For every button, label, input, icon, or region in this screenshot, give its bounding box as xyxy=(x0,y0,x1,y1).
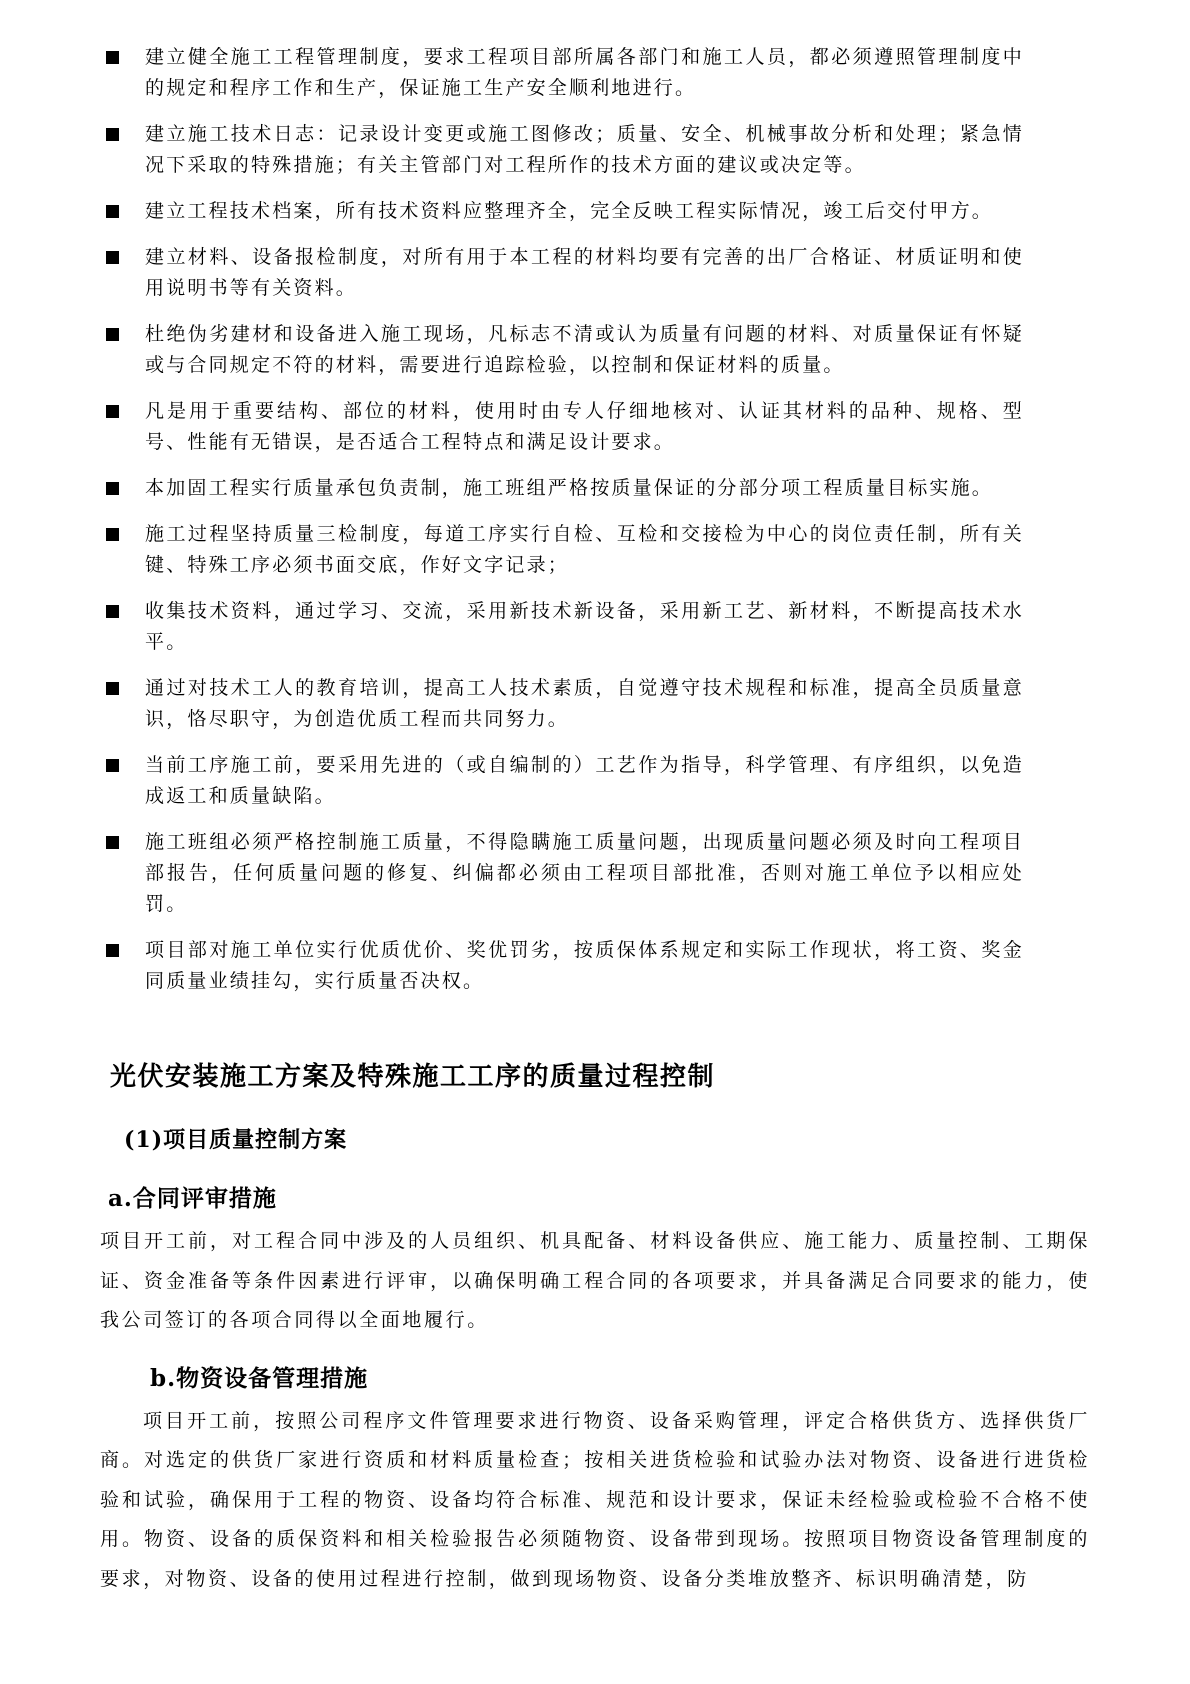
list-item xyxy=(100,196,1024,227)
bullet-text: 建立施工技术日志：记录设计变更或施工图修改；质量、安全、机械事故分析和处理；紧急情况下采取的特殊措施；有关主管部门对工程所作的技术方面的建议或决定等。 xyxy=(145,123,1024,176)
list-item xyxy=(100,119,1024,181)
bullet-text: 项目部对施工单位实行优质优价、奖优罚劣，按质保体系规定和实际工作现状，将工资、奖金同质量业绩挂勾，实行质量否决权。 xyxy=(145,939,1024,992)
bullet-square-icon xyxy=(106,528,119,541)
list-item xyxy=(100,750,1024,812)
bullet-list xyxy=(100,42,1024,997)
list-item xyxy=(100,596,1024,658)
list-item xyxy=(100,396,1024,458)
bullet-text: 本加固工程实行质量承包负责制，施工班组严格按质量保证的分部分项工程质量目标实施。 xyxy=(145,477,994,499)
bullet-text: 施工过程坚持质量三检制度，每道工序实行自检、互检和交接检为中心的岗位责任制，所有关键、特殊工序必须书面交底，作好文字记录； xyxy=(145,523,1024,576)
bullet-text: 收集技术资料，通过学习、交流，采用新技术新设备，采用新工艺、新材料，不断提高技术水平。 xyxy=(145,600,1024,653)
bullet-square-icon xyxy=(106,605,119,618)
bullet-text: 建立材料、设备报检制度，对所有用于本工程的材料均要有完善的出厂合格证、材质证明和使用说明书等有关资料。 xyxy=(145,246,1024,299)
list-item xyxy=(100,827,1024,920)
bullet-square-icon xyxy=(106,251,119,264)
bullet-text: 凡是用于重要结构、部位的材料，使用时由专人仔细地核对、认证其材料的品种、规格、型号、性能有无错误，是否适合工程特点和满足设计要求。 xyxy=(145,400,1024,453)
bullet-square-icon xyxy=(106,682,119,695)
bullet-square-icon xyxy=(106,51,119,64)
list-item xyxy=(100,935,1024,997)
section-title: 光伏安装施工方案及特殊施工工序的质量过程控制 xyxy=(110,1062,716,1092)
bullet-text: 建立健全施工工程管理制度，要求工程项目部所属各部门和施工人员，都必须遵照管理制度中的规定和程序工作和生产，保证施工生产安全顺利地进行。 xyxy=(145,46,1024,99)
bullet-text: 杜绝伪劣建材和设备进入施工现场，凡标志不清或认为质量有问题的材料、对质量保证有怀疑或与合同规定不符的材料，需要进行追踪检验，以控制和保证材料的质量。 xyxy=(145,323,1024,376)
bullet-square-icon xyxy=(106,482,119,495)
bullet-square-icon xyxy=(106,128,119,141)
bullet-text: 当前工序施工前，要采用先进的（或自编制的）工艺作为指导，科学管理、有序组织，以免造成返工和质量缺陷。 xyxy=(145,754,1024,807)
bullet-square-icon xyxy=(106,944,119,957)
bullet-square-icon xyxy=(106,405,119,418)
subsection-title: (1)项目质量控制方案 xyxy=(124,1127,348,1153)
list-item xyxy=(100,42,1024,104)
bullet-text: 施工班组必须严格控制施工质量，不得隐瞒施工质量问题，出现质量问题必须及时向工程项目部报告，任何质量问题的修复、纠偏都必须由工程项目部批准，否则对施工单位予以相应处罚。 xyxy=(145,831,1024,915)
bullet-square-icon xyxy=(106,759,119,772)
list-item xyxy=(100,673,1024,735)
paragraph-material-equipment: 项目开工前，按照公司程序文件管理要求进行物资、设备采购管理，评定合格供货方、选择供货厂商。对选定的供货厂家进行资质和材料质量检查；按相关进货检验和试验办法对物资、设备进行进货检验和试验，确保用于工程的物资、设备均符合标准、规范和设计要求，保证未经检验或检验不合格不使用。物资、设备的质保资料和相关检验报告必须随物资、设备带到现场。按照项目物资设备管理制度的要求，对物资、设备的使用过程进行控制，做到现场物资、设备分类堆放整齐、标识明确清楚，防 xyxy=(100,1409,1090,1590)
paragraph-contract-review: 项目开工前，对工程合同中涉及的人员组织、机具配备、材料设备供应、施工能力、质量控制、工期保证、资金准备等条件因素进行评审，以确保明确工程合同的各项要求，并具备满足合同要求的能力，使我公司签订的各项合同得以全面地履行。 xyxy=(100,1230,1090,1331)
bullet-text: 通过对技术工人的教育培训，提高工人技术素质，自觉遵守技术规程和标准，提高全员质量意识，恪尽职守，为创造优质工程而共同努力。 xyxy=(145,677,1024,730)
list-item xyxy=(100,473,1024,504)
bullet-square-icon xyxy=(106,205,119,218)
heading-contract-review: a.合同评审措施 xyxy=(108,1185,277,1212)
list-item xyxy=(100,242,1024,304)
list-item xyxy=(100,319,1024,381)
heading-material-equipment: b.物资设备管理措施 xyxy=(150,1364,369,1392)
list-item xyxy=(100,519,1024,581)
bullet-square-icon xyxy=(106,836,119,849)
bullet-square-icon xyxy=(106,328,119,341)
bullet-text: 建立工程技术档案，所有技术资料应整理齐全，完全反映工程实际情况，竣工后交付甲方。 xyxy=(145,200,994,222)
